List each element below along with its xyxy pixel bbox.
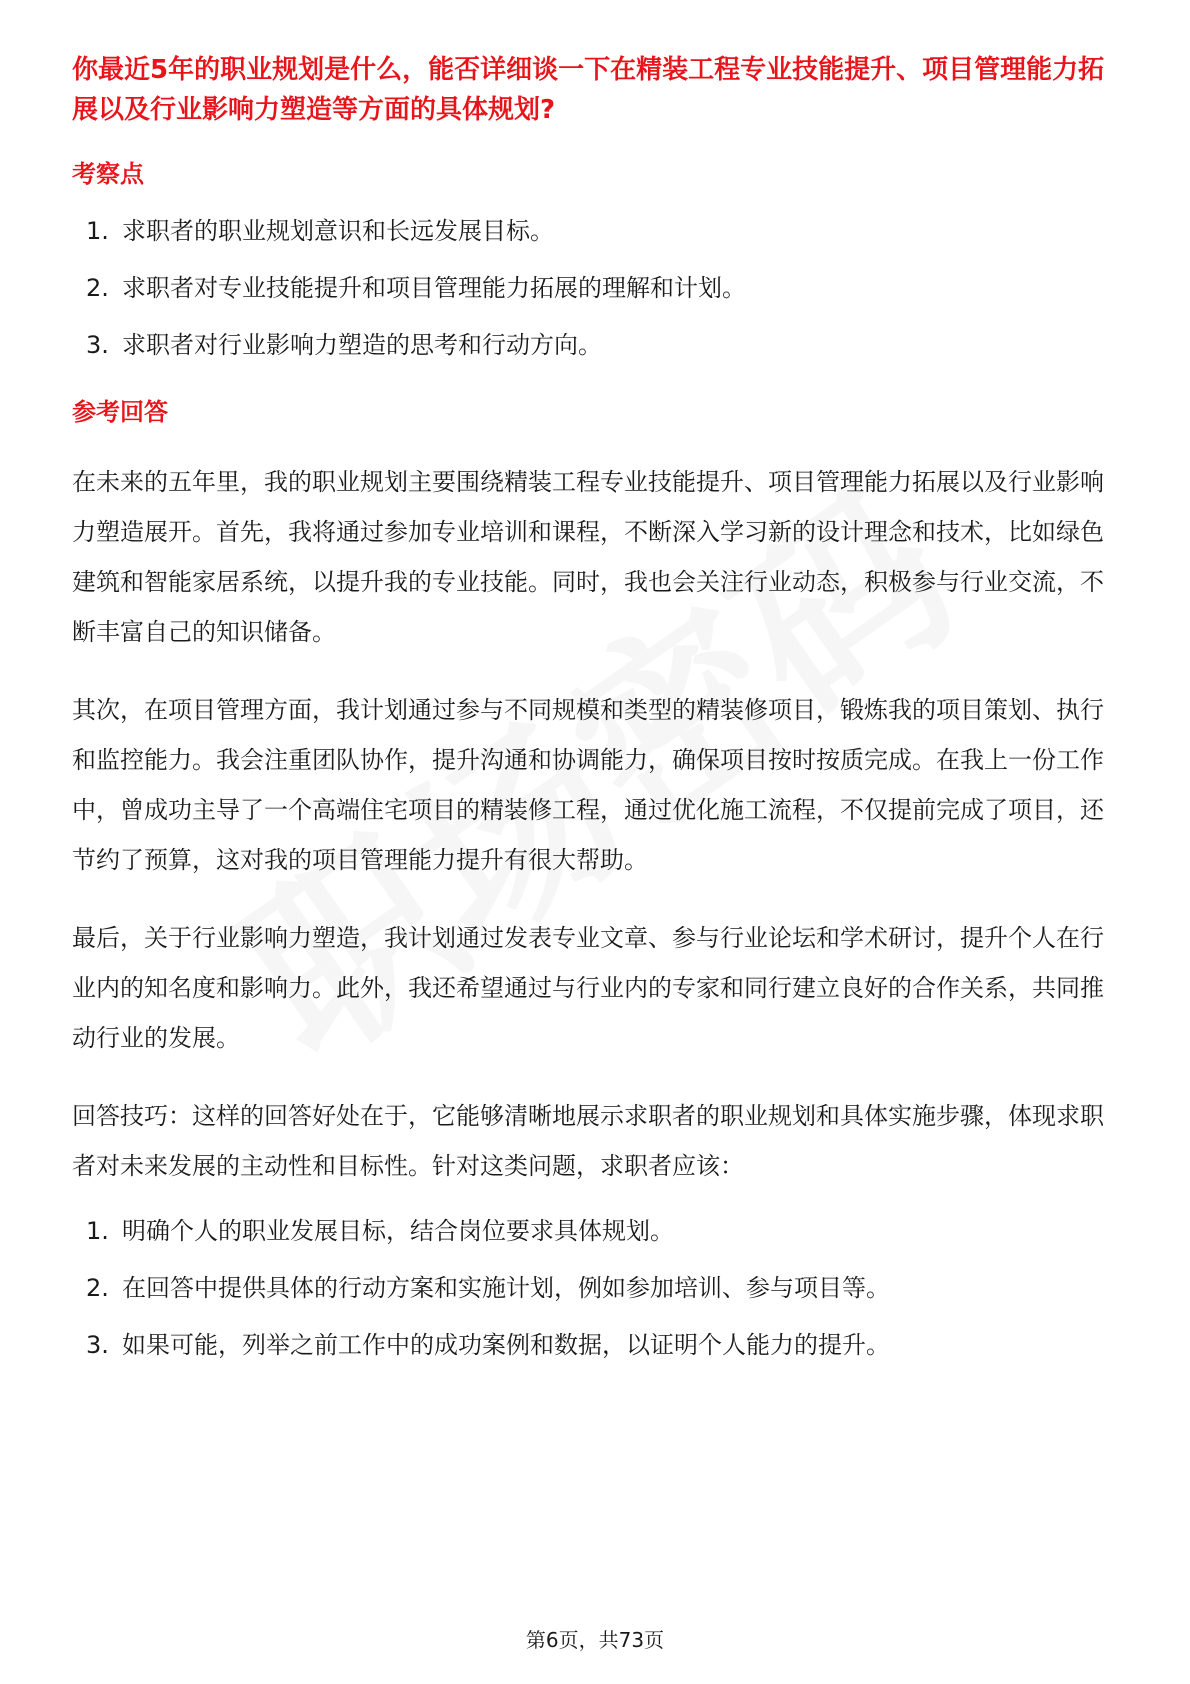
list-text: 求职者对行业影响力塑造的思考和行动方向。 — [122, 331, 602, 359]
question-title: 你最近5年的职业规划是什么，能否详细谈一下在精装工程专业技能提升、项目管理能力拓展以及行业影响力塑造等方面的具体规划? — [72, 55, 1105, 125]
kaocha-heading: 考察点 — [72, 160, 144, 188]
list-number: 3. — [86, 1331, 109, 1359]
list-number: 2. — [86, 274, 109, 302]
page-footer: 第6页，共73页 — [525, 1628, 665, 1652]
list-item — [72, 1271, 1122, 1305]
answer-paragraph: 最后，关于行业影响力塑造，我计划通过发表专业文章、参与行业论坛和学术研讨，提升个人在行业内的知名度和影响力。此外，我还希望通过与行业内的专家和同行建立良好的合作关系，共同推动行业的发展。 — [72, 924, 1104, 1052]
document-page — [72, 50, 1122, 1362]
kaocha-list — [72, 214, 1122, 362]
tips-paragraph: 回答技巧：这样的回答好处在于，它能够清晰地展示求职者的职业规划和具体实施步骤，体现求职者对未来发展的主动性和目标性。针对这类问题，求职者应该： — [72, 1102, 1104, 1180]
list-text: 如果可能，列举之前工作中的成功案例和数据，以证明个人能力的提升。 — [122, 1331, 890, 1359]
answer-paragraph: 其次，在项目管理方面，我计划通过参与不同规模和类型的精装修项目，锻炼我的项目策划、执行和监控能力。我会注重团队协作，提升沟通和协调能力，确保项目按时按质完成。在我上一份工作中，曾成功主导了一个高端住宅项目的精装修工程，通过优化施工流程，不仅提前完成了项目，还节约了预算，这对我的项目管理能力提升有很大帮助。 — [72, 696, 1104, 874]
tips-list — [72, 1214, 1122, 1362]
answer-paragraph: 在未来的五年里，我的职业规划主要围绕精装工程专业技能提升、项目管理能力拓展以及行业影响力塑造展开。首先，我将通过参加专业培训和课程，不断深入学习新的设计理念和技术，比如绿色建筑和智能家居系统，以提升我的专业技能。同时，我也会关注行业动态，积极参与行业交流，不断丰富自己的知识储备。 — [72, 468, 1104, 646]
list-item — [72, 271, 1122, 305]
list-number: 1. — [86, 217, 109, 245]
list-number: 2. — [86, 1274, 109, 1302]
list-number: 3. — [86, 331, 109, 359]
cankao-heading: 参考回答 — [72, 398, 168, 426]
list-item — [72, 1214, 1122, 1248]
list-item — [72, 214, 1122, 248]
list-item — [72, 328, 1122, 362]
list-item — [72, 1328, 1122, 1362]
list-text: 求职者的职业规划意识和长远发展目标。 — [122, 217, 554, 245]
list-text: 在回答中提供具体的行动方案和实施计划，例如参加培训、参与项目等。 — [122, 1274, 890, 1302]
list-text: 求职者对专业技能提升和项目管理能力拓展的理解和计划。 — [122, 274, 746, 302]
list-text: 明确个人的职业发展目标，结合岗位要求具体规划。 — [122, 1217, 674, 1245]
list-number: 1. — [86, 1217, 109, 1245]
